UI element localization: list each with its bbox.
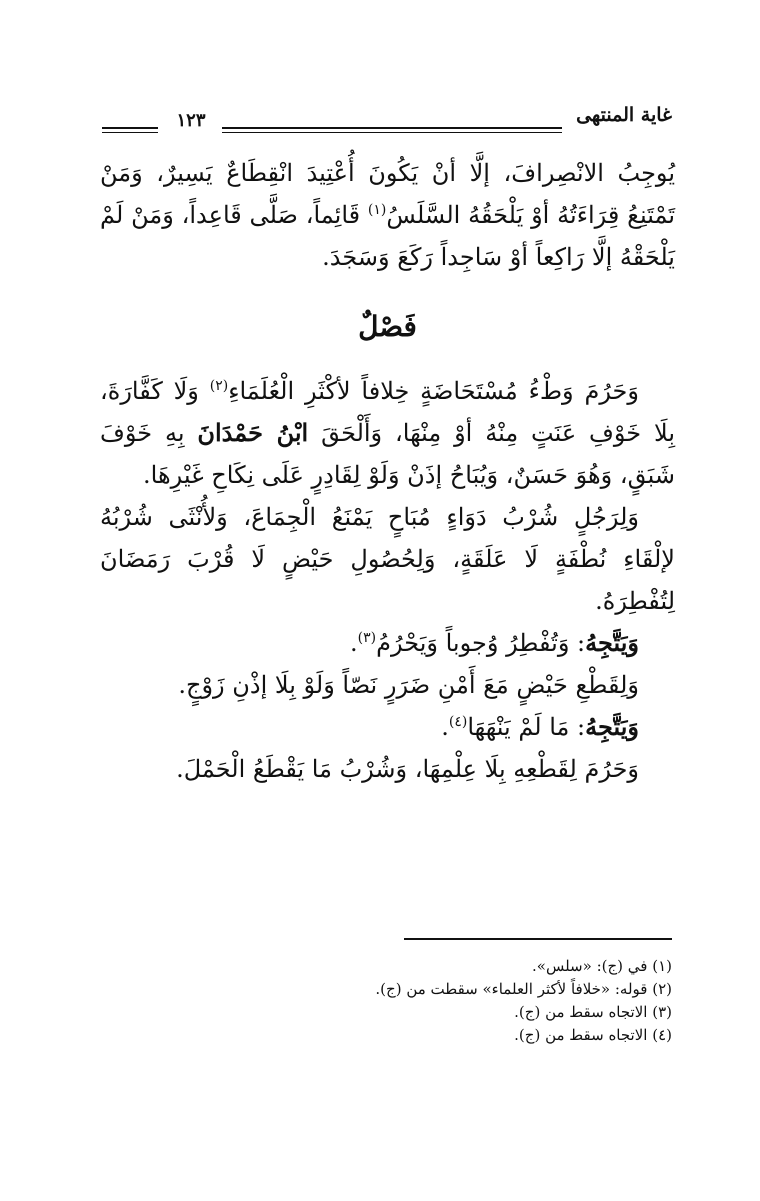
footnote-1: (١) في (ج): «سلس». (532, 957, 672, 975)
main-text (100, 152, 675, 790)
paragraph-3 (100, 496, 675, 622)
paragraph-2 (100, 370, 675, 496)
cited-scholar: ابْنُ حَمْدَانَ (197, 418, 309, 447)
paragraph-7-text: وَحَرُمَ لِقَطْعِهِ بِلَا عِلْمِهَا، وَشُرْبُ مَا يَقْطَعُ الْحَمْلَ. (176, 755, 639, 783)
running-title: غاية المنتهى (576, 104, 672, 126)
paragraph-2-text-b: وَلَا كَفَّارَةَ، بِلَا خَوْفِ عَنَتٍ مِنْهُ أوْ مِنْهَا، وَأَلْحَقَ (100, 377, 675, 447)
footnotes (200, 955, 672, 1047)
paragraph-1-text-b: قَائِماً، صَلَّى قَاعِداً، وَمَنْ لَمْ يَلْحَقْهُ إلَّا رَاكِعاً أوْ سَاجِداً رَكَعَ وَسَجَدَ. (100, 201, 675, 271)
footnote-4: (٤) الاتجاه سقط من (ج). (514, 1026, 672, 1044)
paragraph-4-text: : وَتُفْطِرُ وُجوباً وَيَحْرُمُ (376, 629, 586, 657)
section-heading: فَصْلٌ (358, 310, 417, 343)
paragraph-6-text: : مَا لَمْ يَنْهَهَا (467, 713, 586, 741)
paragraph-1-text-a: يُوجِبُ الانْصِرافَ، إلَّا أنْ يَكُونَ أُعْتِيدَ انْقِطَاعٌ يَسِيرٌ، وَمَنْ تَمْتَنِعُ قِرَاءَتُهُ أوْ يَلْحَقُهُ السَّلَسُ (100, 159, 675, 229)
page-number: ١٢٣ (176, 110, 206, 131)
paragraph-1 (100, 152, 675, 278)
header-rule-long (222, 127, 562, 133)
paragraph-6-end: . (441, 713, 449, 741)
paragraph-5 (100, 664, 675, 706)
footnote-ref-1: (١) (367, 202, 387, 218)
footnote-3: (٣) الاتجاه سقط من (ج). (514, 1003, 672, 1021)
paragraph-3-text: وَلِرَجُلٍ شُرْبُ دَوَاءٍ مُبَاحٍ يَمْنَعُ الْجِمَاعَ، وَلأُنْثَى شُرْبُهُ لإلْقَاءِ نُطْفَةٍ لَا عَلَقَةٍ، وَلِحُصُولِ حَيْضٍ لَا قُرْبَ رَمَضَانَ لِتُفْطِرَهُ. (100, 503, 675, 615)
paragraph-2-text-a: وَحَرُمَ وَطْءُ مُسْتَحَاضَةٍ خِلافاً لأكْثَرِ الْعُلَمَاءِ (228, 377, 639, 405)
paragraph-6-label: وَيَتَّجِهُ (585, 712, 639, 741)
paragraph-4 (100, 622, 675, 664)
paragraph-5-text: وَلِقَطْعِ حَيْضٍ مَعَ أَمْنِ ضَرَرٍ نَصّاً وَلَوْ بِلَا إذْنِ زَوْجٍ. (178, 671, 639, 699)
paragraph-7 (100, 748, 675, 790)
footnote-ref-4: (٤) (448, 714, 468, 730)
paragraph-4-label: وَيَتَّجِهُ (585, 628, 639, 657)
header-rule-short (102, 127, 158, 133)
paragraph-6 (100, 706, 675, 748)
running-header (102, 104, 672, 144)
footnote-ref-2: (٢) (209, 378, 229, 394)
paragraph-2-text-c: بِهِ خَوْفَ شَبَقٍ، وَهُوَ حَسَنٌ، وَيُبَاحُ إذَنْ وَلَوْ لِقَادِرٍ عَلَى نِكَاحِ غَيْرِهَا. (100, 419, 675, 489)
footnote-ref-3: (٣) (357, 630, 377, 646)
footnote-2: (٢) قوله: «خلافاً لأكثر العلماء» سقطت من (ج). (375, 980, 672, 998)
paragraph-4-end: . (350, 629, 358, 657)
footnote-separator (404, 938, 672, 940)
